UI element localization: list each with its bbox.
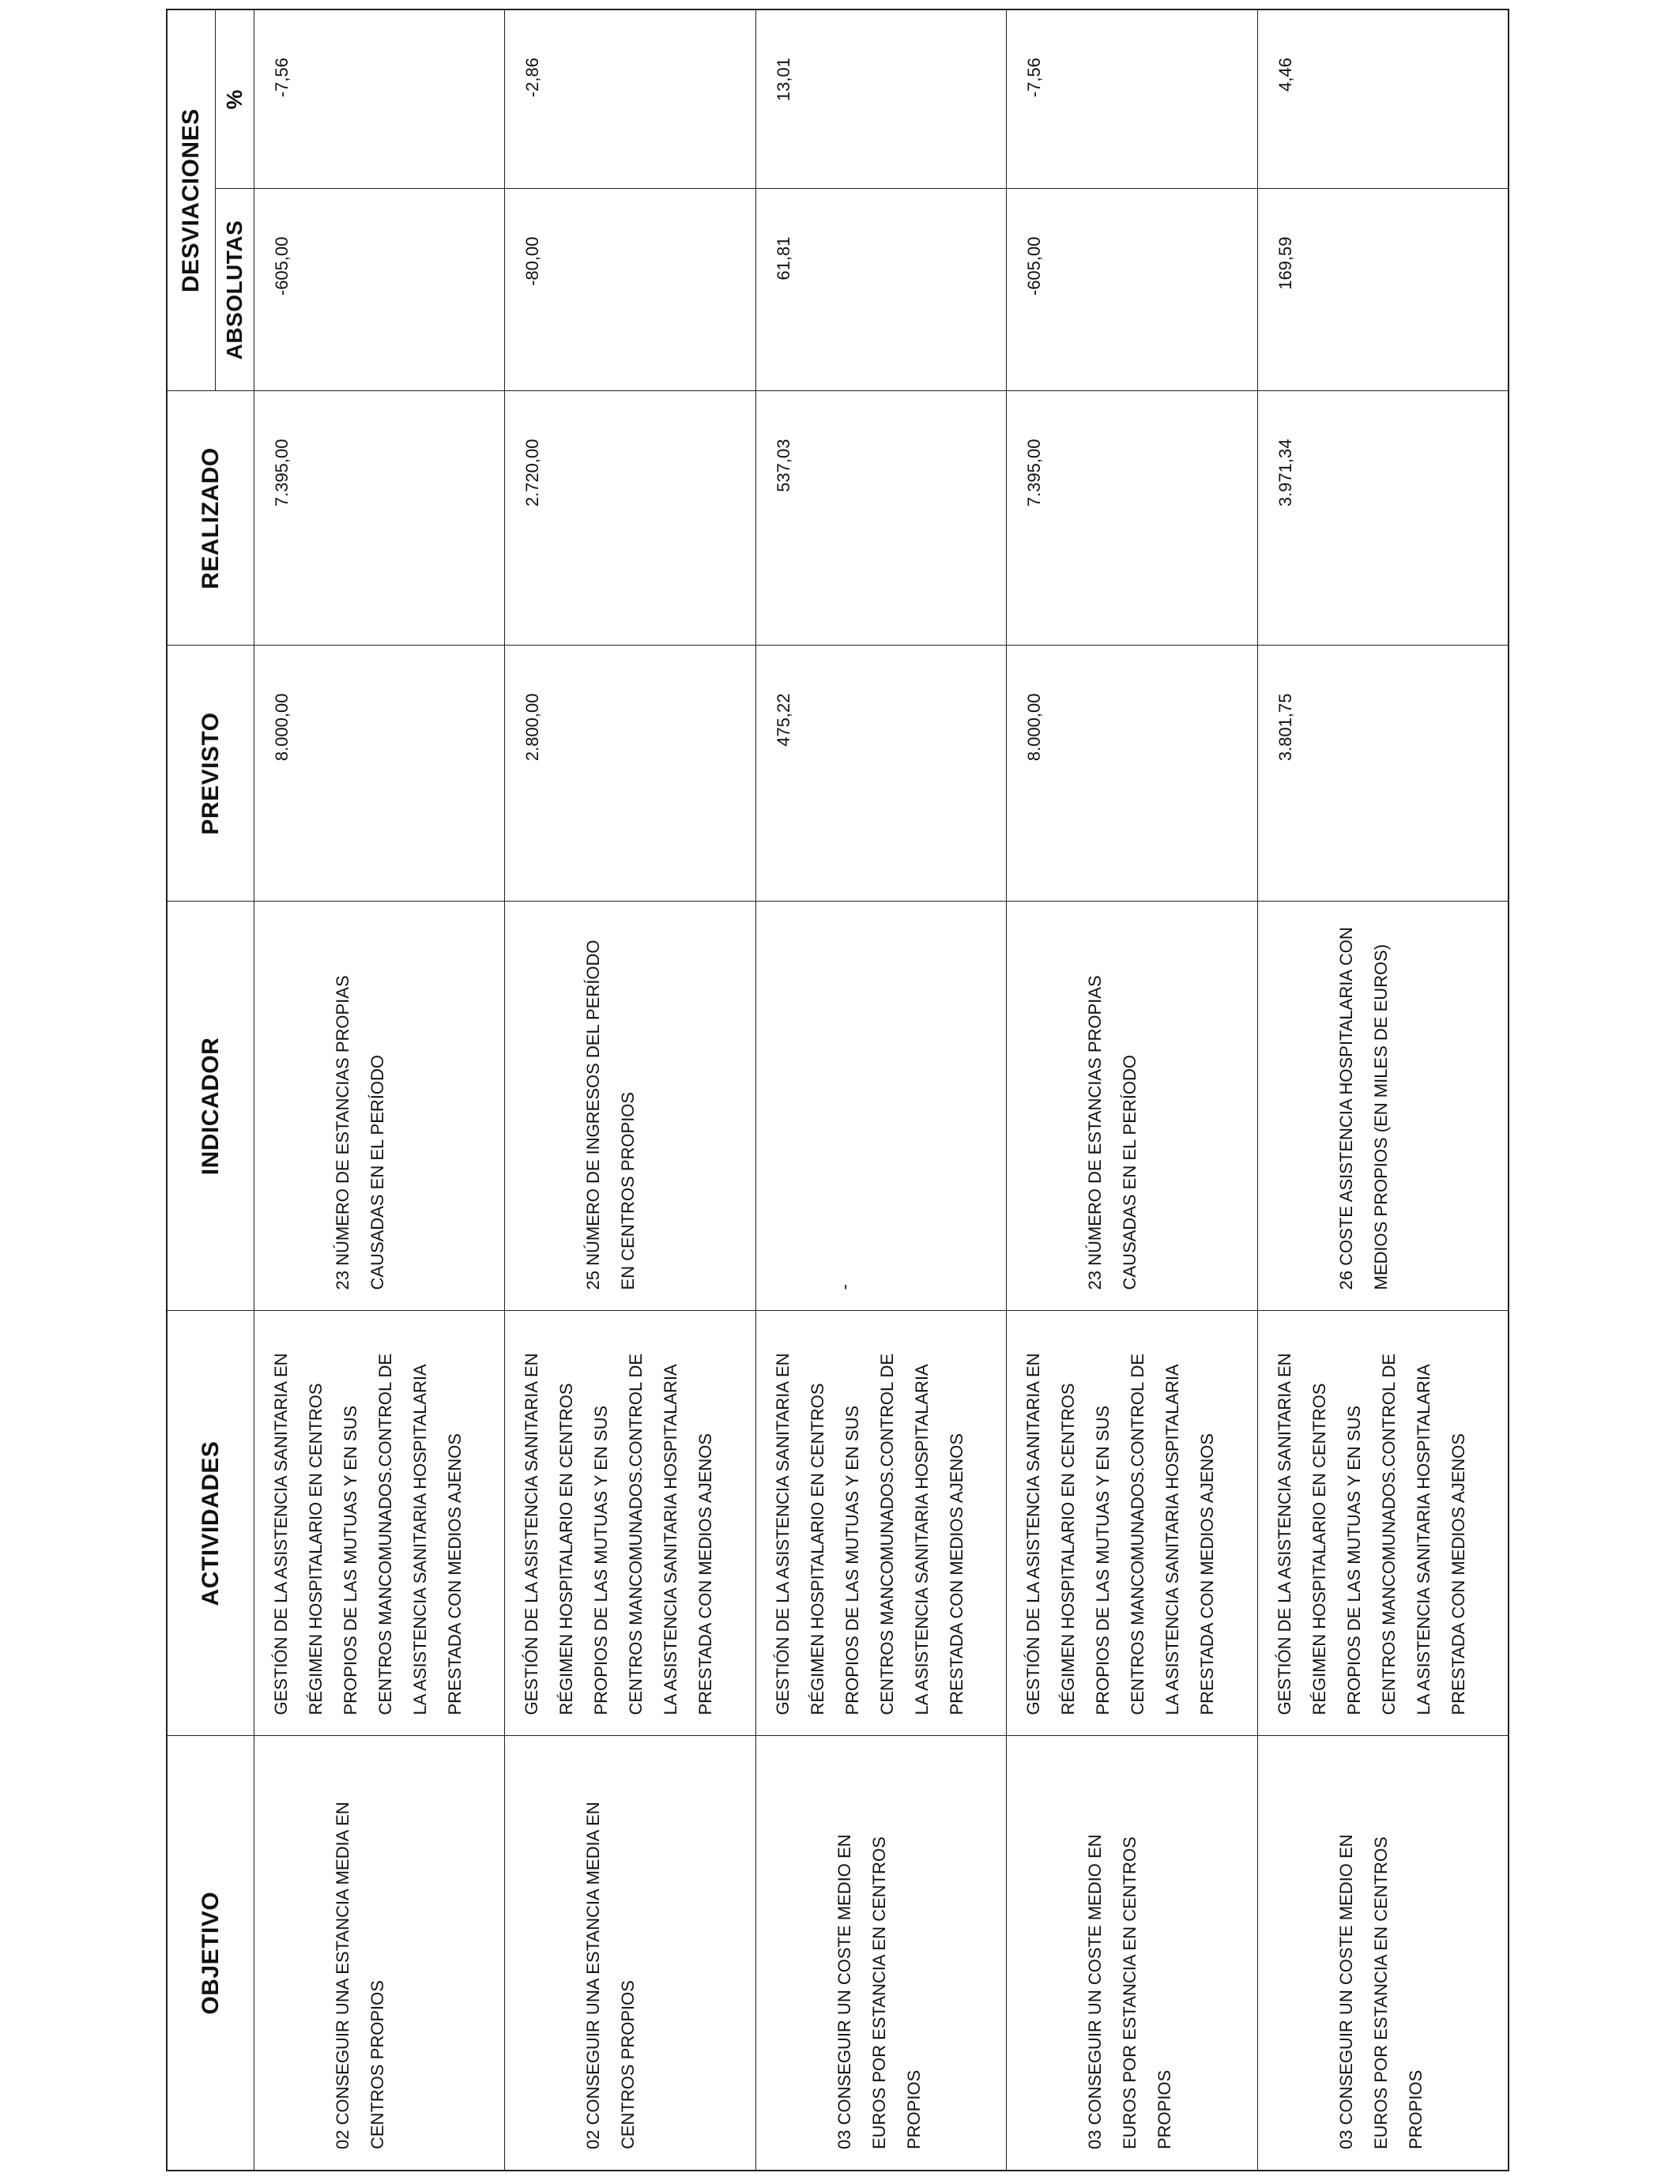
table-row	[1007, 9, 1257, 2171]
cell-realizado: 2.720,00	[505, 391, 755, 646]
col-header-indicador: INDICADOR	[167, 902, 254, 1311]
cell-objetivo: 03 CONSEGUIR UN COSTE MEDIO EN EUROS POR ESTANCIA EN CENTROS PROPIOS	[1257, 1736, 1509, 2171]
table-row	[755, 9, 1006, 2171]
col-header-porcentaje: %	[216, 9, 254, 189]
header-row	[167, 9, 216, 2171]
table-row	[1257, 9, 1509, 2171]
cell-porcentaje: 4,46	[1257, 9, 1509, 189]
cell-indicador: 25 NÚMERO DE INGRESOS DEL PERÍODO EN CENTROS PROPIOS	[505, 902, 755, 1311]
cell-previsto: 3.801,75	[1257, 646, 1509, 902]
cell-indicador: 26 COSTE ASISTENCIA HOSPITALARIA CON MEDIOS PROPIOS (EN MILES DE EUROS)	[1257, 902, 1509, 1311]
col-header-realizado: REALIZADO	[167, 391, 254, 646]
cell-actividades: GESTIÓN DE LA ASISTENCIA SANITARIA EN RÉGIMEN HOSPITALARIO EN CENTROS PROPIOS DE LAS MUTUAS Y EN SUS CENTROS MANCOMUNADOS.CONTROL DE LA ASISTENCIA SANITARIA HOSPITALARIA PRESTADA CON MEDIOS AJENOS	[254, 1311, 505, 1736]
cell-objetivo: 03 CONSEGUIR UN COSTE MEDIO EN EUROS POR ESTANCIA EN CENTROS PROPIOS	[1007, 1736, 1257, 2171]
cell-porcentaje: -7,56	[254, 9, 505, 189]
table-row	[505, 9, 755, 2171]
cell-porcentaje: -2,86	[505, 9, 755, 189]
cell-realizado: 7.395,00	[254, 391, 505, 646]
col-header-objetivo: OBJETIVO	[167, 1736, 254, 2171]
cell-indicador: 23 NÚMERO DE ESTANCIAS PROPIAS CAUSADAS EN EL PERÍODO	[254, 902, 505, 1311]
col-header-actividades: ACTIVIDADES	[167, 1311, 254, 1736]
cell-porcentaje: 13,01	[755, 9, 1006, 189]
cell-absolutas: -80,00	[505, 189, 755, 391]
cell-objetivo: 03 CONSEGUIR UN COSTE MEDIO EN EUROS POR ESTANCIA EN CENTROS PROPIOS	[755, 1736, 1006, 2171]
cell-objetivo: 02 CONSEGUIR UNA ESTANCIA MEDIA EN CENTROS PROPIOS	[505, 1736, 755, 2171]
cell-absolutas: -605,00	[1007, 189, 1257, 391]
cell-actividades: GESTIÓN DE LA ASISTENCIA SANITARIA EN RÉGIMEN HOSPITALARIO EN CENTROS PROPIOS DE LAS MUTUAS Y EN SUS CENTROS MANCOMUNADOS.CONTROL DE LA ASISTENCIA SANITARIA HOSPITALARIA PRESTADA CON MEDIOS AJENOS	[505, 1311, 755, 1736]
cell-actividades: GESTIÓN DE LA ASISTENCIA SANITARIA EN RÉGIMEN HOSPITALARIO EN CENTROS PROPIOS DE LAS MUTUAS Y EN SUS CENTROS MANCOMUNADOS.CONTROL DE LA ASISTENCIA SANITARIA HOSPITALARIA PRESTADA CON MEDIOS AJENOS	[1257, 1311, 1509, 1736]
col-header-previsto: PREVISTO	[167, 646, 254, 902]
rotated-table-wrapper	[166, 10, 1509, 2171]
indicators-table	[166, 9, 1509, 2171]
cell-previsto: 475,22	[755, 646, 1006, 902]
col-header-absolutas: ABSOLUTAS	[216, 189, 254, 391]
cell-actividades: GESTIÓN DE LA ASISTENCIA SANITARIA EN RÉGIMEN HOSPITALARIO EN CENTROS PROPIOS DE LAS MUTUAS Y EN SUS CENTROS MANCOMUNADOS.CONTROL DE LA ASISTENCIA SANITARIA HOSPITALARIA PRESTADA CON MEDIOS AJENOS	[755, 1311, 1006, 1736]
cell-indicador: 23 NÚMERO DE ESTANCIAS PROPIAS CAUSADAS EN EL PERÍODO	[1007, 902, 1257, 1311]
cell-absolutas: 169,59	[1257, 189, 1509, 391]
cell-previsto: 8.000,00	[1007, 646, 1257, 902]
cell-absolutas: 61,81	[755, 189, 1006, 391]
cell-indicador: -	[755, 902, 1006, 1311]
cell-objetivo: 02 CONSEGUIR UNA ESTANCIA MEDIA EN CENTROS PROPIOS	[254, 1736, 505, 2171]
cell-porcentaje: -7,56	[1007, 9, 1257, 189]
table-row	[254, 9, 505, 2171]
col-header-desviaciones: DESVIACIONES	[167, 9, 216, 391]
cell-actividades: GESTIÓN DE LA ASISTENCIA SANITARIA EN RÉGIMEN HOSPITALARIO EN CENTROS PROPIOS DE LAS MUTUAS Y EN SUS CENTROS MANCOMUNADOS.CONTROL DE LA ASISTENCIA SANITARIA HOSPITALARIA PRESTADA CON MEDIOS AJENOS	[1007, 1311, 1257, 1736]
cell-absolutas: -605,00	[254, 189, 505, 391]
cell-previsto: 8.000,00	[254, 646, 505, 902]
cell-realizado: 537,03	[755, 391, 1006, 646]
cell-realizado: 7.395,00	[1007, 391, 1257, 646]
cell-realizado: 3.971,34	[1257, 391, 1509, 646]
cell-previsto: 2.800,00	[505, 646, 755, 902]
